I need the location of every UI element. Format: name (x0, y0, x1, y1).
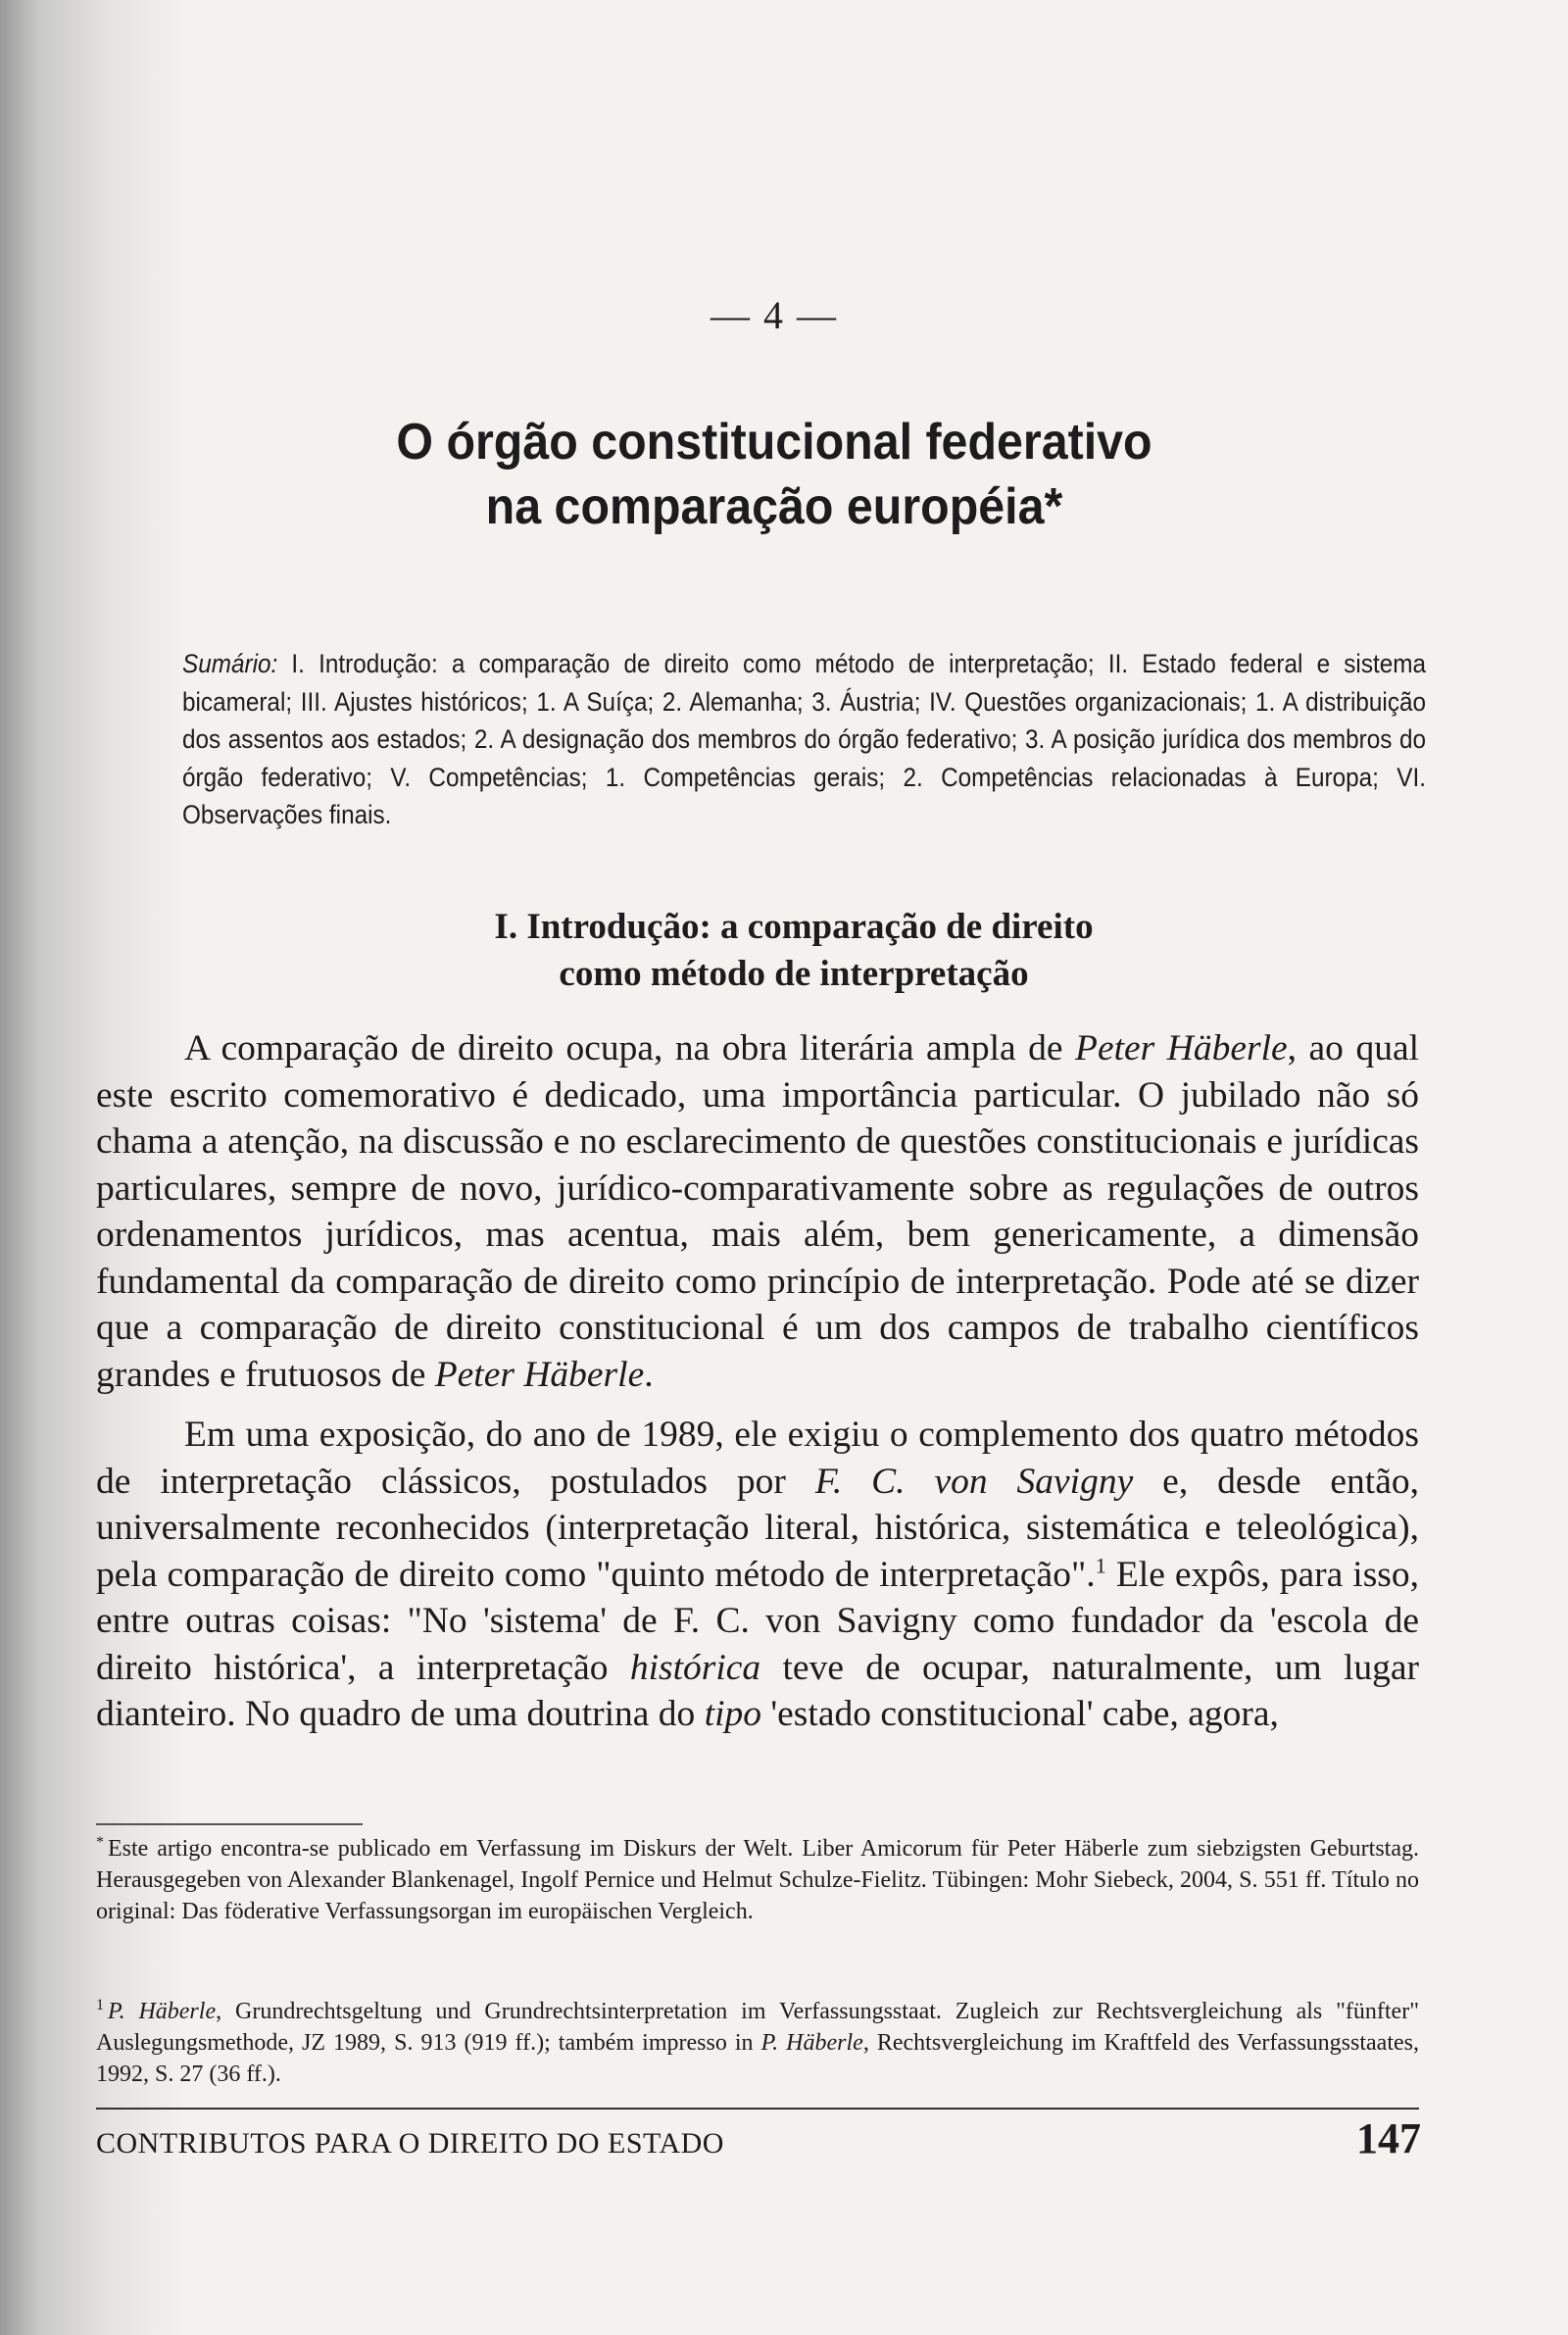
footer-separator (96, 2108, 1419, 2110)
footnote-star-mark: * (96, 1834, 104, 1851)
footnote-star-text: Este artigo encontra-se publicado em Verfassung im Diskurs der Welt. Liber Amicorum für Peter Häberle zum siebzigsten Geburtstag. Herausgegeben von Alexander Blankenagel, Ingolf Pernice und Helmut Schulze-Fielitz. Tübingen: Mohr Siebeck, 2004, S. 551 ff. Título no original: Das föderative Verfassungsorgan im europäischen Vergleich. (96, 1836, 1419, 1924)
footnote-author: P. Häberle (108, 1999, 217, 2024)
summary-lead: Sumário: (182, 649, 278, 678)
emphasis-historica: histórica (629, 1647, 761, 1688)
chapter-summary (182, 645, 1426, 834)
footnote-separator (96, 1823, 363, 1825)
summary-text: I. Introdução: a comparação de direito como método de interpretação; II. Estado federal e sistema bicameral; III. Ajustes históricos; 1. A Suíça; 2. Alemanha; 3. Áustria; IV. Questões organizacionais; 1. A distribuição dos assentos aos estados; 2. A designação dos membros do órgão federativo; 3. A posição jurídica dos membros do órgão federativo; V. Competências; 1. Competências gerais; 2. Competências relacionadas à Europa; VI. Observações finais. (182, 649, 1426, 829)
section-heading (294, 904, 1294, 998)
p2-text-e: 'estado constitucional' cabe, agora, (761, 1694, 1279, 1734)
paragraph-2 (96, 1412, 1419, 1738)
p1-text-c: . (644, 1354, 654, 1395)
author-name: Peter Häberle (1075, 1028, 1288, 1068)
p1-text-b: , ao qual este escrito comemorativo é dedicado, uma importância particular. O jubilado não só chama a atenção, na discussão e no esclarecimento de questões constitucionais e jurídicas particulares, sempre de novo, jurídico-comparativamente sobre as regulações de outros ordenamentos jurídicos, mas acentua, mais além, bem genericamente, a dimensão fundamental da comparação de direito como princípio de interpretação. Pode até se dizer que a comparação de direito constitucional é um dos campos de trabalho científicos grandes e frutuosos de (96, 1028, 1420, 1395)
footnote-1 (96, 1996, 1419, 2090)
p1-text-a: A comparação de direito ocupa, na obra literária ampla de (184, 1028, 1076, 1068)
p2-text-d: teve de ocupar, naturalmente, um lugar dianteiro. No quadro de uma doutrina do (96, 1647, 1419, 1734)
p2-text-c: Ele expôs, para isso, entre outras coisas: "No 'sistema' de F. C. von Savigny como fundador da 'escola de direito histórica', a interpretação (96, 1554, 1420, 1688)
footnote-ref-1[interactable]: 1 (1095, 1553, 1106, 1577)
p2-text-a: Em uma exposição, do ano de 1989, ele exigiu o complemento dos quatro métodos de interpretação clássicos, postulados por (96, 1415, 1419, 1502)
footnote-1-text-b: , Rechtsvergleichung im Kraftfeld des Verfassungsstaates, 1992, S. 27 (36 ff.). (96, 2030, 1419, 2087)
chapter-title (273, 410, 1276, 539)
author-name: Peter Häberle (434, 1354, 645, 1395)
footnote-1-mark: 1 (96, 1997, 104, 2013)
section-heading-line-1: I. Introdução: a comparação de direito (494, 907, 1094, 947)
section-heading-line-2: como método de interpretação (559, 954, 1029, 994)
chapter-title-line-2: na comparação européia* (485, 478, 1063, 535)
running-footer-title: CONTRIBUTOS PARA O DIREITO DO ESTADO (96, 2127, 724, 2160)
footnote-author: P. Häberle (760, 2030, 863, 2056)
page-number: 147 (1356, 2114, 1421, 2162)
body-text (96, 1025, 1419, 1738)
paragraph-1 (96, 1025, 1419, 1398)
chapter-number: — 4 — (710, 293, 838, 337)
p2-text-b: e, desde então, universalmente reconhecidos (interpretação literal, histórica, sistemática e teleológica), pela comparação de direito como "quinto método de interpretação". (96, 1461, 1419, 1595)
emphasis-tipo: tipo (704, 1694, 762, 1734)
savigny-name: F. C. von Savigny (814, 1461, 1134, 1502)
footnote-star (96, 1833, 1419, 1927)
chapter-title-line-1: O órgão constitucional federativo (396, 414, 1152, 471)
footnote-1-text-a: , Grundrechtsgeltung und Grundrechtsinterpretation im Verfassungsstaat. Zugleich zur Rechtsvergleichung als "fünfter" Auslegungsmethode, JZ 1989, S. 913 (919 ff.); também impresso in (96, 1999, 1420, 2056)
